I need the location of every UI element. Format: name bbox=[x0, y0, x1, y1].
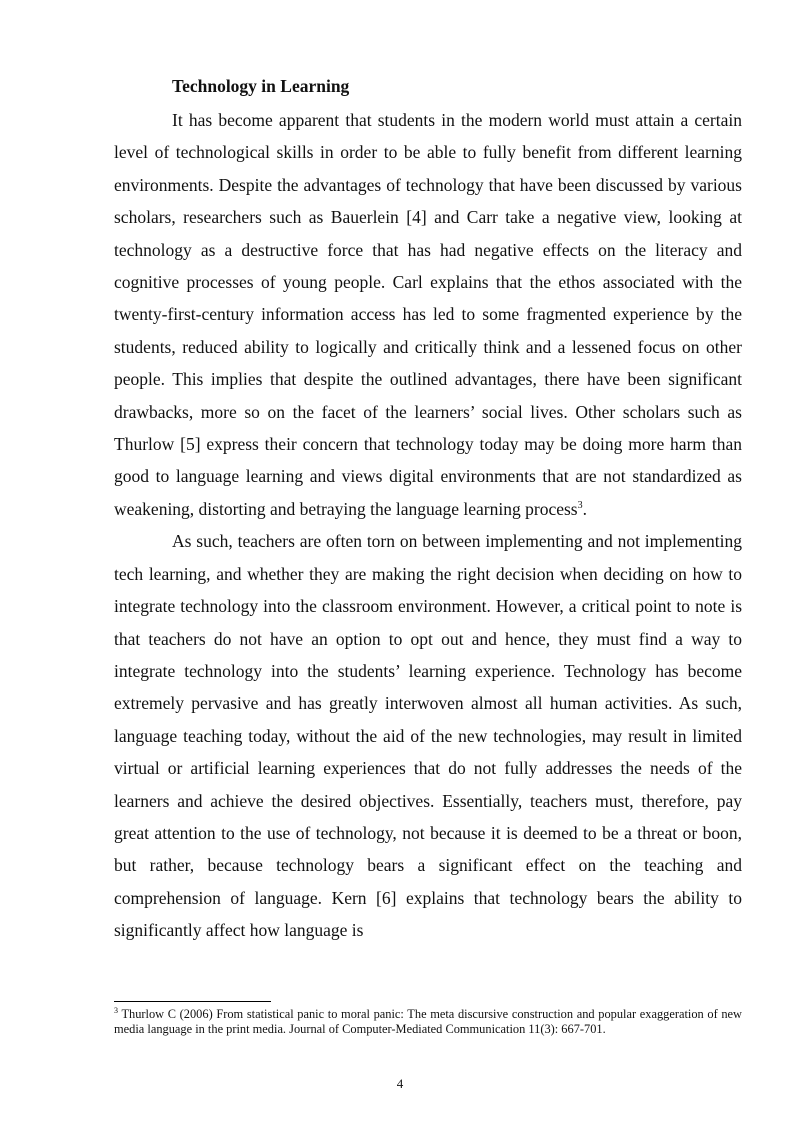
body-text bbox=[114, 104, 742, 947]
footnote-separator bbox=[114, 1001, 271, 1002]
footnote-marker: 3 bbox=[114, 1005, 118, 1015]
section-heading: Technology in Learning bbox=[172, 76, 350, 96]
paragraph-1 bbox=[114, 104, 742, 525]
footnote bbox=[114, 1007, 742, 1037]
paragraph-2-text: As such, teachers are often torn on between implementing and not implementing tech learning, and whether they are making the right decision when deciding on how to integrate technology into the classroom environment. However, a critical point to note is that teachers do not have an option to opt out and hence, they must find a way to integrate technology into the students’ learning experience. Technology has become extremely pervasive and has greatly interwoven almost all human activities. As such, language teaching today, without the aid of the new technologies, may result in limited virtual or artificial learning experiences that do not fully addresses the needs of the learners and achieve the desired objectives. Essentially, teachers must, therefore, pay great attention to the use of technology, not because it is deemed to be a threat or boon, but rather, because technology bears a significant effect on the teaching and comprehension of language. Kern [6] explains that technology bears the ability to significantly affect how language is bbox=[114, 531, 742, 941]
paragraph-1-text: It has become apparent that students in the modern world must attain a certain level of technological skills in order to be able to fully benefit from different learning environments. Despite the advantages of technology that have been discussed by various scholars, researchers such as Bauerlein [4] and Carr take a negative view, looking at technology as a destructive force that has had negative effects on the literacy and cognitive processes of young people. Carl explains that the ethos associated with the twenty-first-century information access has led to some fragmented experience by the students, reduced ability to logically and critically think and a lessened focus on other people. This implies that despite the outlined advantages, there have been significant drawbacks, more so on the facet of the learners’ social lives. Other scholars such as Thurlow [5] express their concern that technology today may be doing more harm than good to language learning and views digital environments that are not standardized as weakening, distorting and betraying the language learning process bbox=[114, 110, 742, 519]
paragraph-2 bbox=[114, 525, 742, 946]
page-number: 4 bbox=[396, 1076, 404, 1091]
paragraph-1-end: . bbox=[582, 498, 587, 519]
footnote-text: Thurlow C (2006) From statistical panic to moral panic: The meta discursive construction and popular exaggeration of new media language in the print media. Journal of Computer-Mediated Communication 11(3): 667-701. bbox=[114, 1007, 743, 1036]
footnote-reference[interactable]: 3 bbox=[577, 500, 583, 512]
